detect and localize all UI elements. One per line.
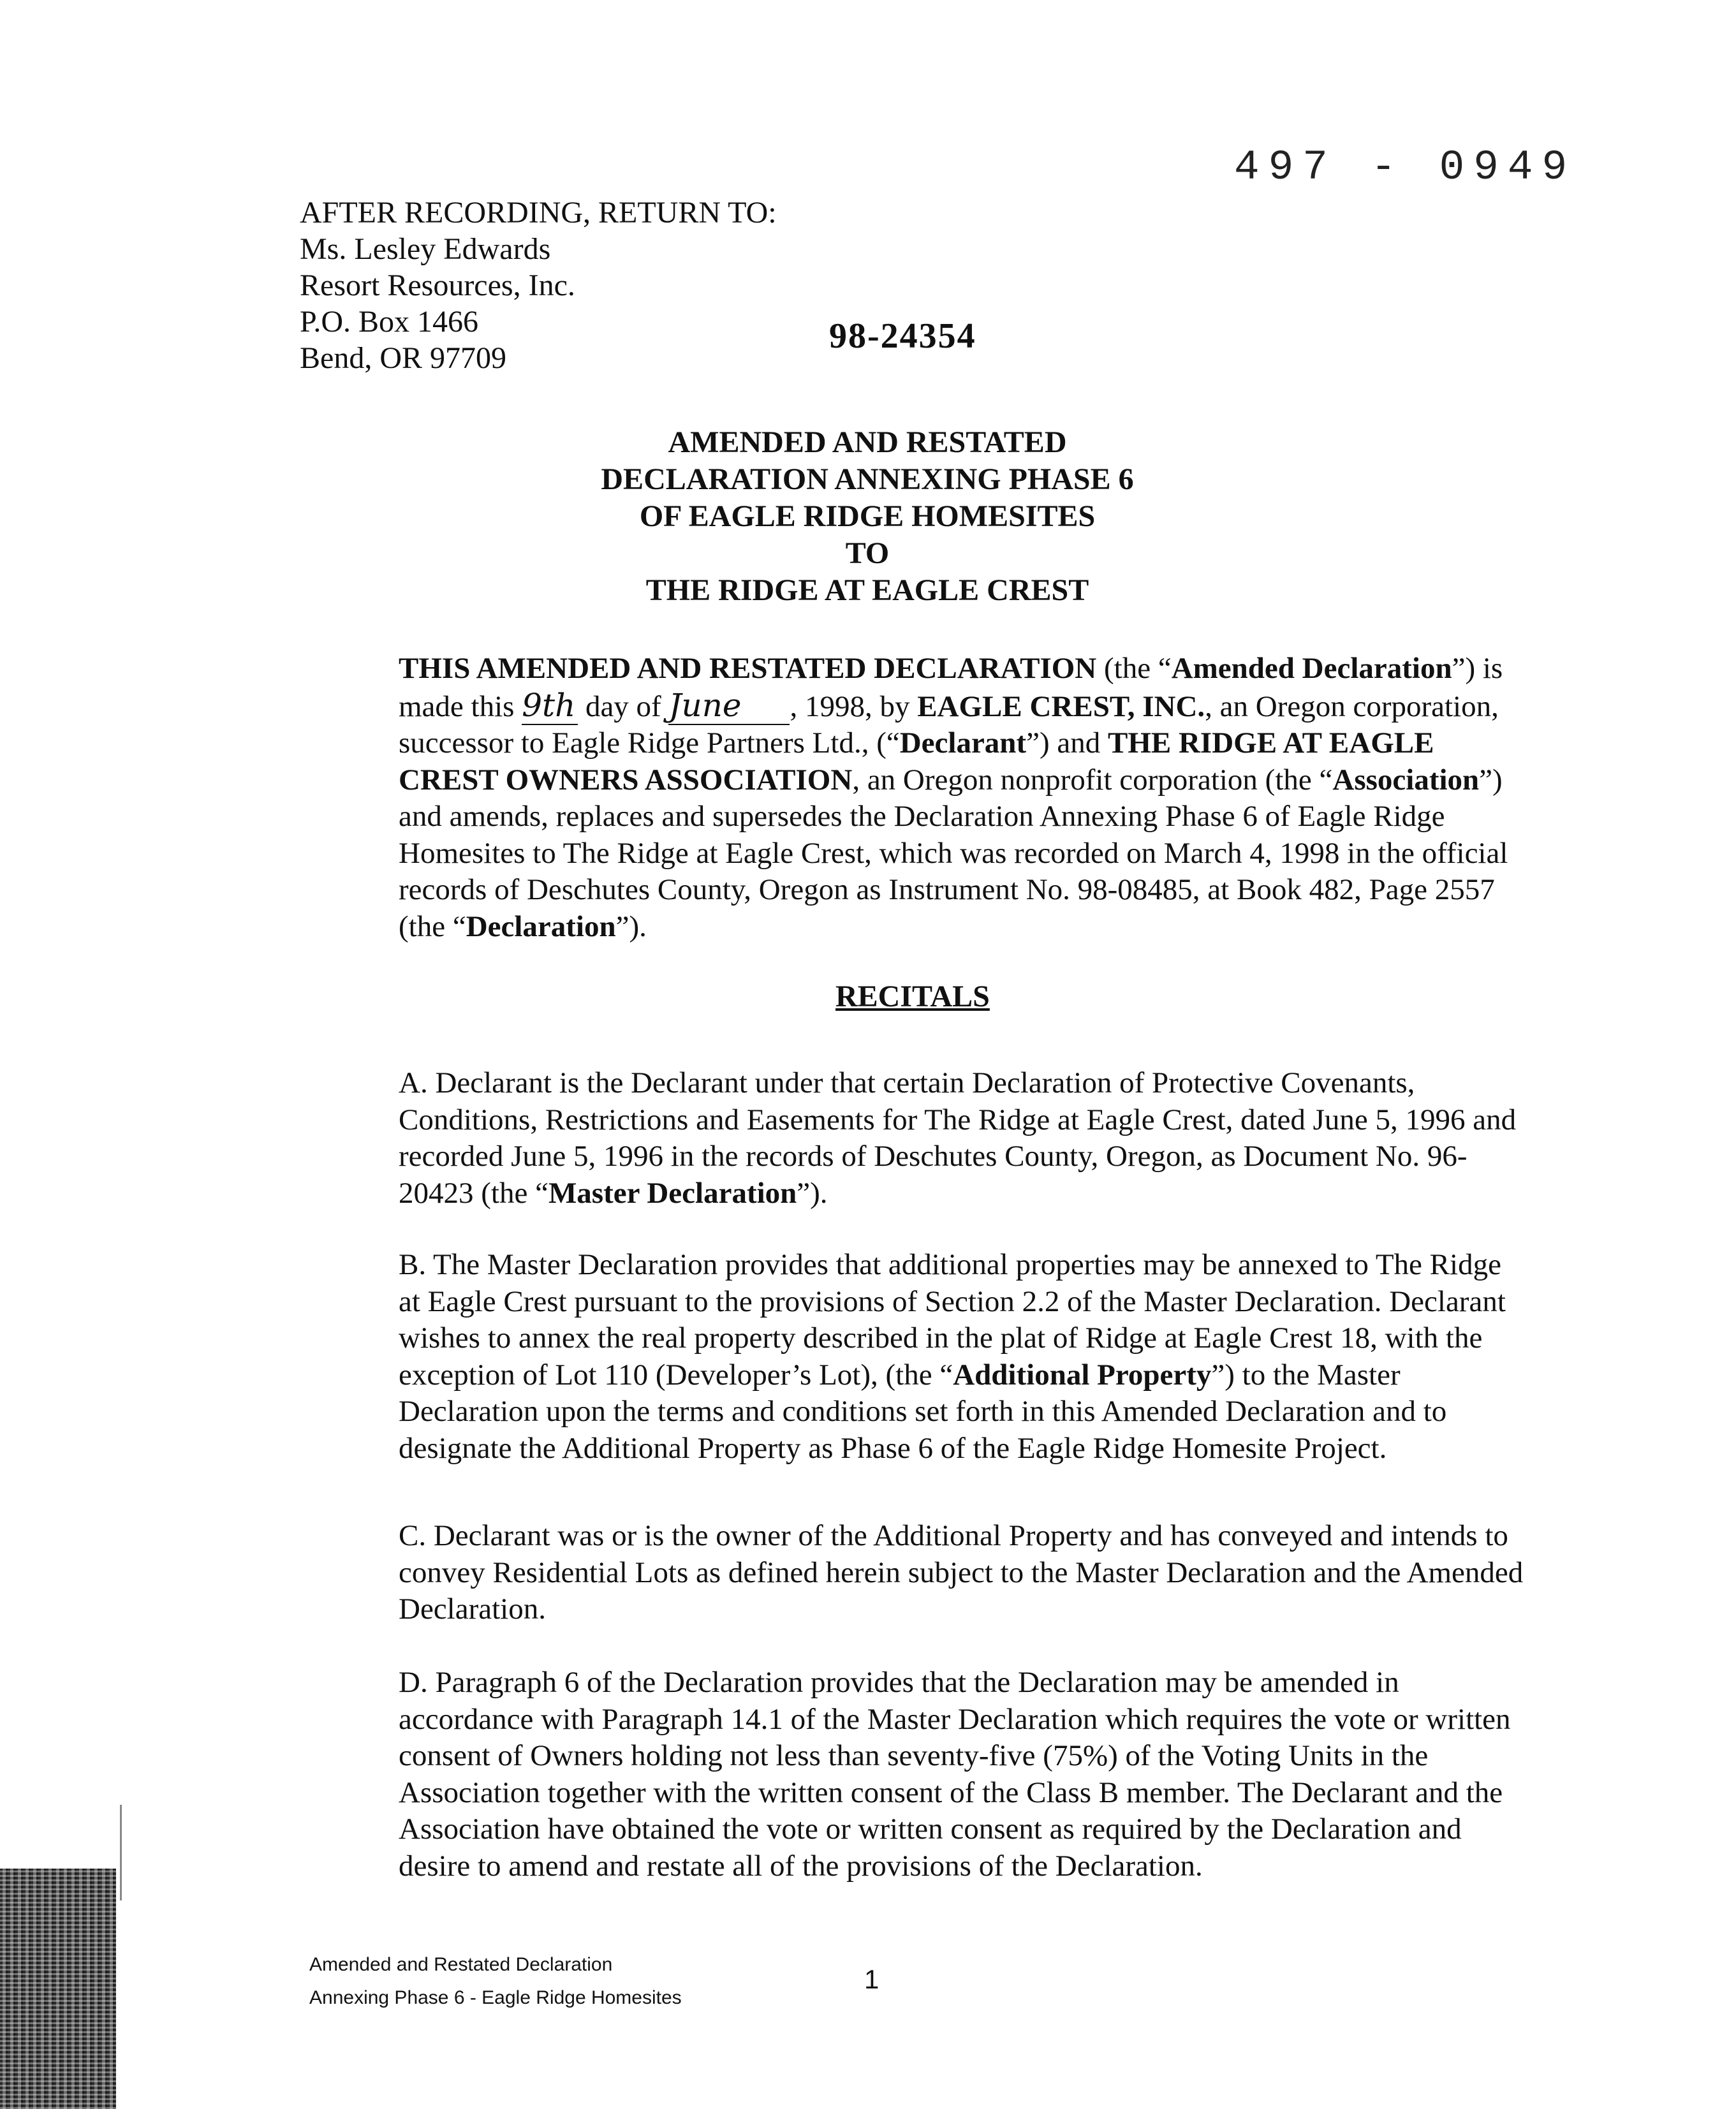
recital-a (303, 1065, 1527, 1212)
return-label: AFTER RECORDING, RETURN TO: (300, 196, 777, 230)
document-title (446, 424, 1288, 609)
instrument-number: 98-24354 (829, 316, 976, 356)
recitals-heading: RECITALS (835, 980, 990, 1013)
recital-text: ”) to the Master Declaration upon the terms and conditions set forth in this Amended Declaration and to designate the Additional Property as Phase 6 of the Eagle Ridge Homesite Project. (399, 1358, 1447, 1465)
intro-bold: THE RIDGE AT EAGLE CREST OWNERS ASSOCIATION (399, 726, 1434, 797)
recital-c (303, 1518, 1527, 1628)
recital-text: A. Declarant is the Declarant under that certain Declaration of Protective Covenants, Conditions, Restrictions and Easements for The Ridge at Eagle Crest, dated June 5, 1996 and recorded June 5, 1996 in the records of Deschutes County, Oregon, as Document No. 96-20423 (the “ (399, 1066, 1517, 1210)
intro-paragraph (303, 650, 1527, 945)
footer-line: Amended and Restated Declaration (309, 1954, 613, 1975)
recital-text: C. Declarant was or is the owner of the Additional Property and has conveyed and intends to convey Residential Lots as defined herein subject to the Master Declaration and the Amended Declaration. (399, 1519, 1524, 1626)
intro-bold: THIS AMENDED AND RESTATED DECLARATION (399, 652, 1097, 685)
scan-artifact-line (120, 1805, 122, 1900)
title-line: AMENDED AND RESTATED (668, 425, 1067, 459)
intro-bold: Amended Declaration (1171, 652, 1452, 685)
intro-text: day of (578, 689, 669, 723)
book-page-stamp: 497 - 0949 (1234, 143, 1577, 191)
recital-text: ”). (797, 1176, 828, 1210)
recital-d (303, 1664, 1527, 1885)
intro-text: , an Oregon corporation, successor to Eagle Ridge Partners Ltd., (“ (399, 689, 1499, 760)
recital-b (303, 1247, 1527, 1467)
intro-bold: Association (1332, 763, 1480, 797)
intro-bold: Declaration (466, 909, 616, 943)
scan-artifact-bar (0, 1869, 116, 2109)
intro-text: ”) is made this (399, 652, 1503, 723)
intro-text: , an Oregon nonprofit corporation (the “ (852, 763, 1333, 797)
title-line: OF EAGLE RIDGE HOMESITES (639, 499, 1096, 533)
intro-bold: EAGLE CREST, INC. (917, 689, 1205, 723)
recital-bold: Master Declaration (548, 1176, 797, 1210)
recital-text: D. Paragraph 6 of the Declaration provides that the Declaration may be amended in accordance with Paragraph 14.1 of the Master Declaration which requires the vote or written consent of Owners holding not less than seventy-five (75%) of the Voting Units in the Association together with the written consent of the Class B member. The Declarant and the Association have obtained the vote or written consent as required by the Declaration and desire to amend and restate all of the provisions of the Declaration. (399, 1666, 1511, 1883)
return-company: Resort Resources, Inc. (300, 268, 575, 302)
footer-line: Annexing Phase 6 - Eagle Ridge Homesites (309, 1987, 682, 2008)
title-line: TO (845, 536, 890, 570)
return-address-block (300, 195, 777, 376)
intro-text: ”) and amends, replaces and supersedes the Declaration Annexing Phase 6 of Eagle Ridge Homesites to The Ridge at Eagle Crest, which was recorded on March 4, 1998 in the official records of Deschutes County, Oregon as Instrument No. 98-08485, at Book 482, Page 2557 (the “ (399, 763, 1508, 943)
intro-text: , 1998, by (790, 689, 918, 723)
handwritten-day: 9th (522, 687, 578, 726)
title-line: DECLARATION ANNEXING PHASE 6 (601, 462, 1134, 496)
title-line: THE RIDGE AT EAGLE CREST (645, 573, 1089, 607)
page-number: 1 (864, 1964, 879, 1994)
return-name: Ms. Lesley Edwards (300, 232, 551, 266)
return-city: Bend, OR 97709 (300, 341, 506, 375)
return-po-box: P.O. Box 1466 (300, 305, 479, 339)
intro-bold: Declarant (899, 726, 1027, 760)
handwritten-month: June (668, 687, 790, 726)
intro-text: ”). (615, 909, 647, 943)
intro-text: (the “ (1096, 652, 1172, 685)
recital-bold: Additional Property (953, 1358, 1212, 1392)
recital-text: B. The Master Declaration provides that additional properties may be annexed to The Ridge at Eagle Crest pursuant to the provisions of Section 2.2 of the Master Declaration. Declarant wishes to annex the real property described in the plat of Ridge at Eagle Crest 18, with the exception of Lot 110 (Developer’s Lot), (the “ (399, 1248, 1506, 1392)
intro-text: ”) and (1026, 726, 1108, 760)
footer (309, 1948, 682, 2015)
